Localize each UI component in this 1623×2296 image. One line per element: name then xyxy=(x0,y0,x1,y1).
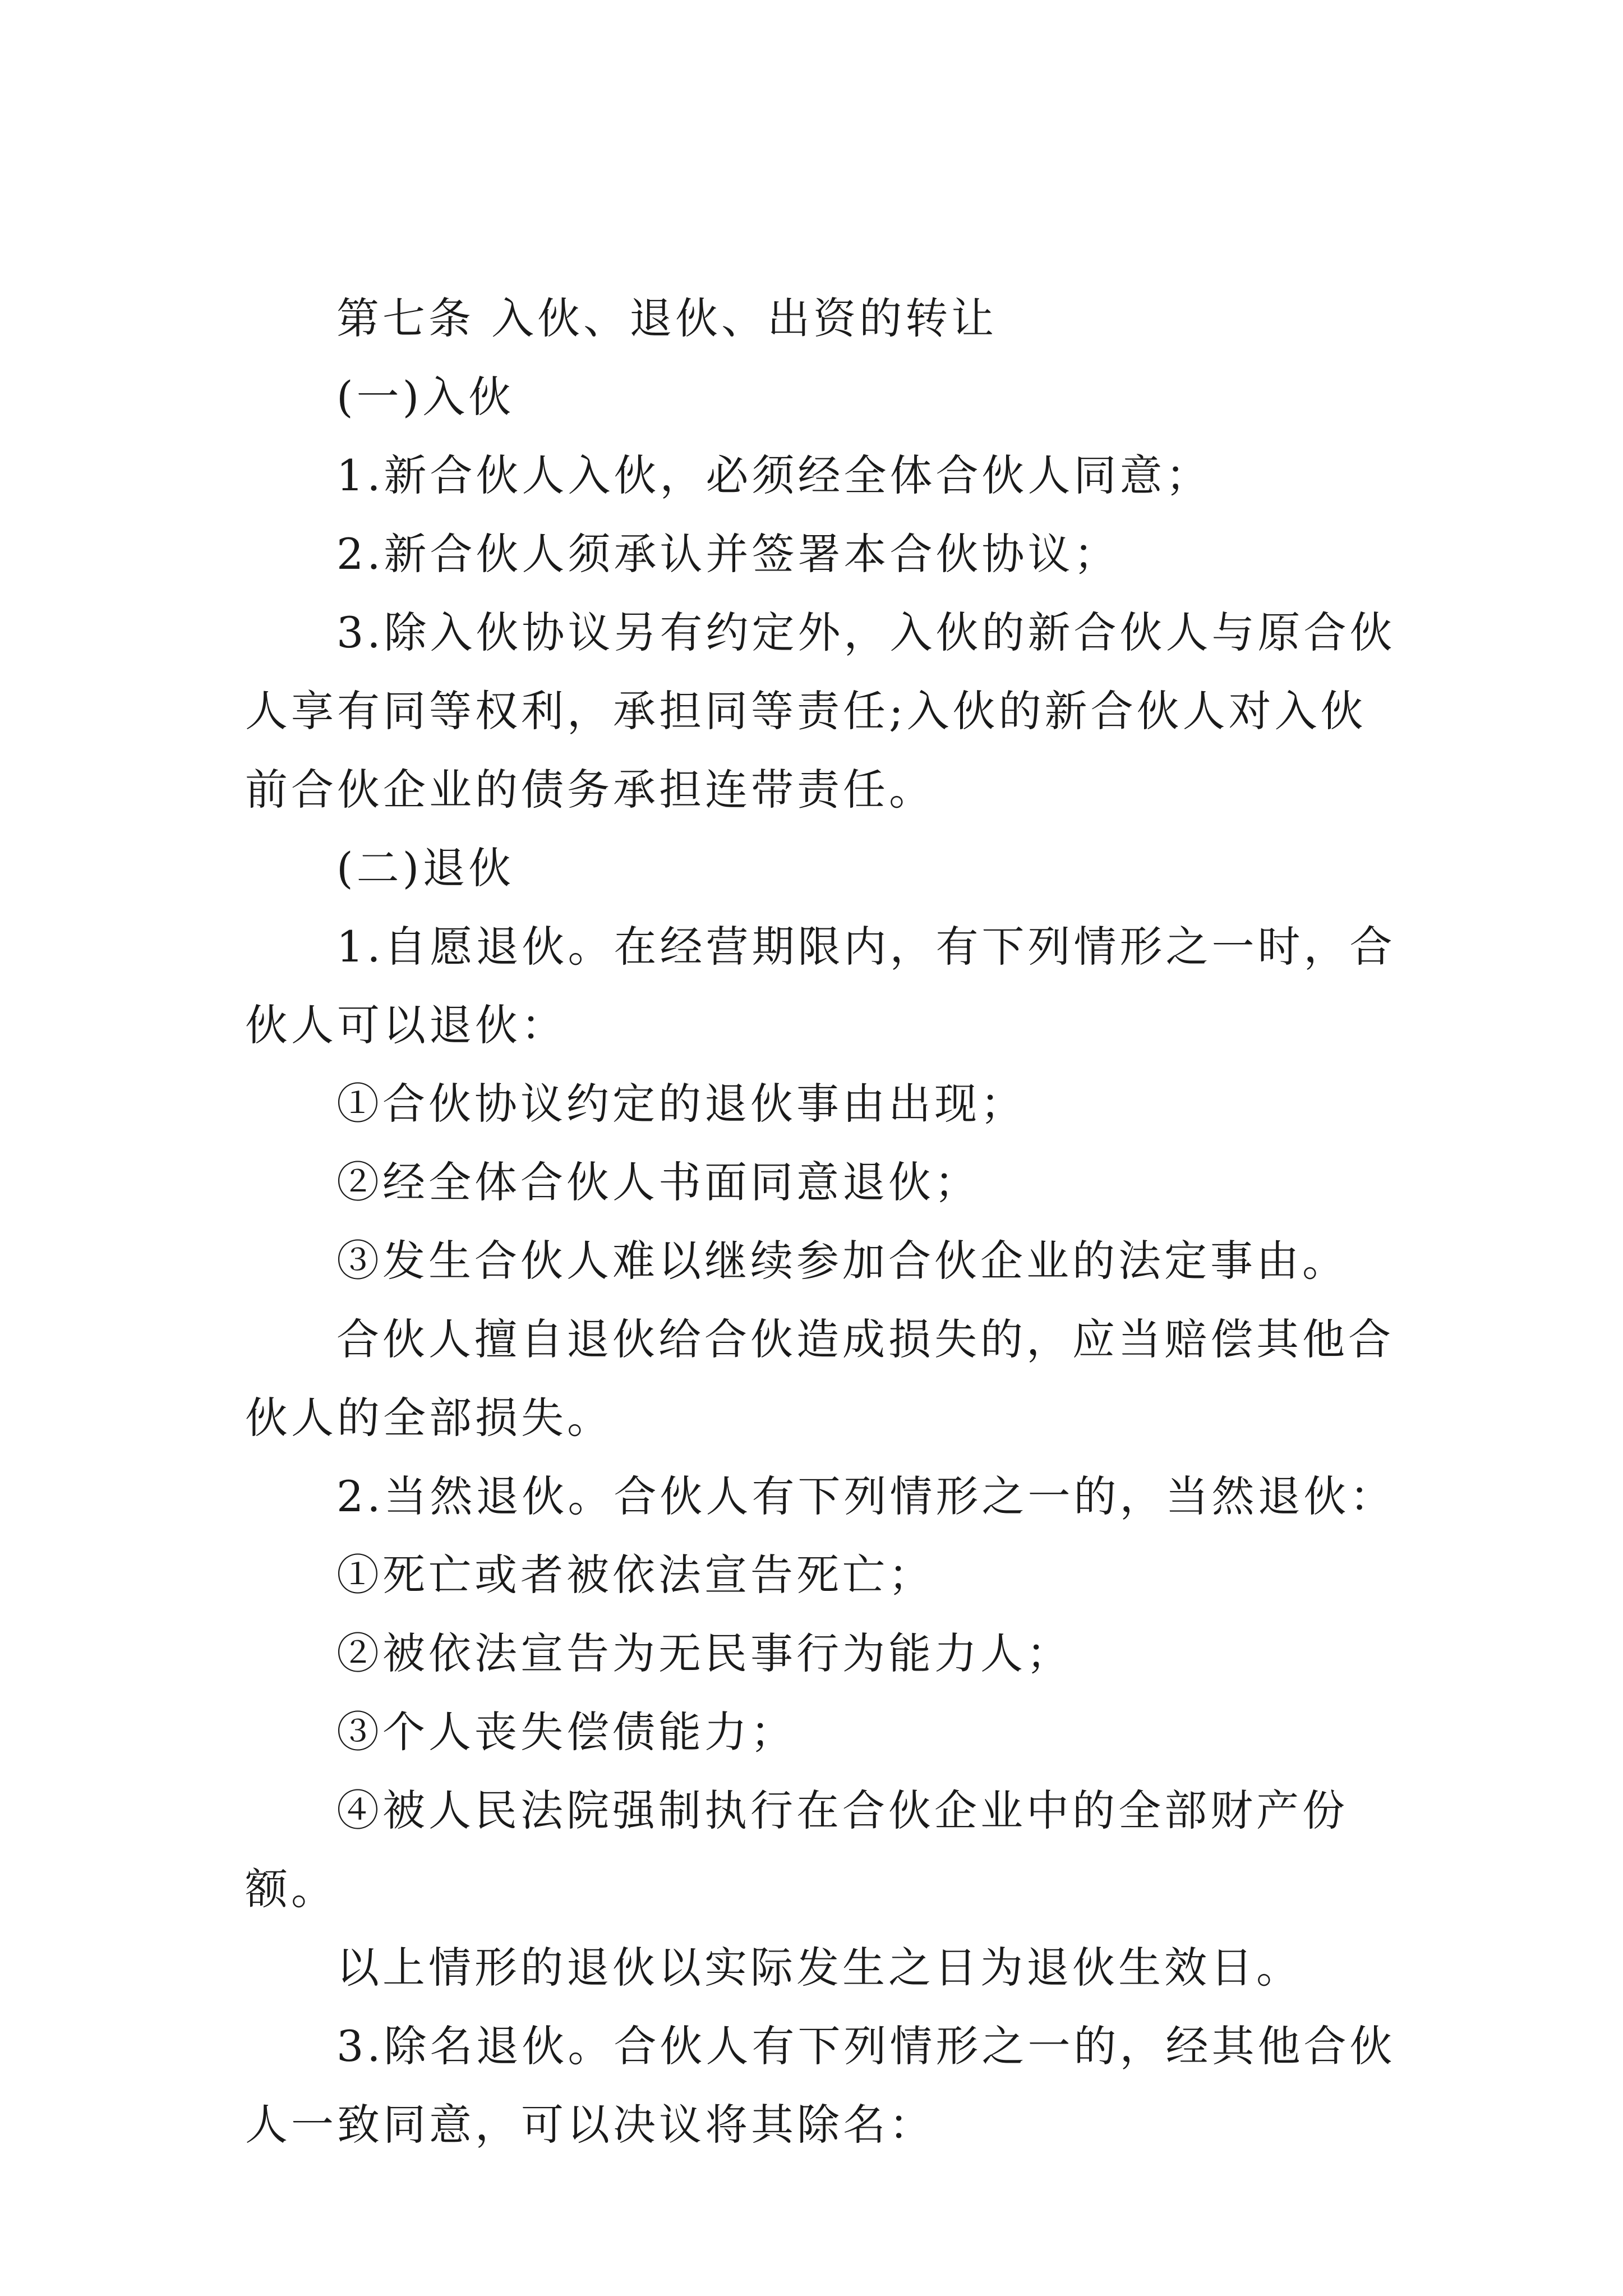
paragraph: 1.新合伙人入伙，必须经全体合伙人同意； xyxy=(336,450,1212,500)
paragraph: 合伙人擅自退伙给合伙造成损失的，应当赔偿其他合伙人的全部损失。 xyxy=(245,1314,1394,1443)
list-item: ④被人民法院强制执行在合伙企业中的全部财产份额。 xyxy=(245,1786,1348,1914)
article-heading: 第七条 入伙、退伙、出资的转让 xyxy=(336,293,998,343)
list-item: ②被依法宣告为无民事行为能力人； xyxy=(336,1628,1072,1678)
list-item: ③个人丧失偿债能力； xyxy=(336,1707,796,1757)
paragraph: 2.当然退伙。合伙人有下列情形之一的，当然退伙： xyxy=(336,1471,1396,1521)
paragraph: 2.新合伙人须承认并签署本合伙协议； xyxy=(336,529,1120,579)
paragraph: 3.除名退伙。合伙人有下列情形之一的，经其他合伙人一致同意，可以决议将其除名： xyxy=(245,2021,1396,2150)
document-body xyxy=(245,279,1400,2164)
paragraph: 1.自愿退伙。在经营期限内，有下列情形之一时，合伙人可以退伙： xyxy=(245,922,1396,1050)
paragraph: 3.除入伙协议另有约定外，入伙的新合伙人与原合伙人享有同等权利，承担同等责任;入伙的新合伙人对入伙前合伙企业的债务承担连带责任。 xyxy=(245,608,1396,815)
list-item: ①合伙协议约定的退伙事由出现； xyxy=(336,1079,1026,1129)
list-item: ②经全体合伙人书面同意退伙； xyxy=(336,1157,980,1207)
section-heading-withdraw: (二)退伙 xyxy=(336,843,515,893)
section-heading-join: (一)入伙 xyxy=(336,372,515,422)
list-item: ③发生合伙人难以继续参加合伙企业的法定事由。 xyxy=(336,1236,1348,1286)
list-item: ①死亡或者被依法宣告死亡； xyxy=(336,1550,934,1600)
paragraph: 以上情形的退伙以实际发生之日为退伙生效日。 xyxy=(336,1943,1302,1993)
